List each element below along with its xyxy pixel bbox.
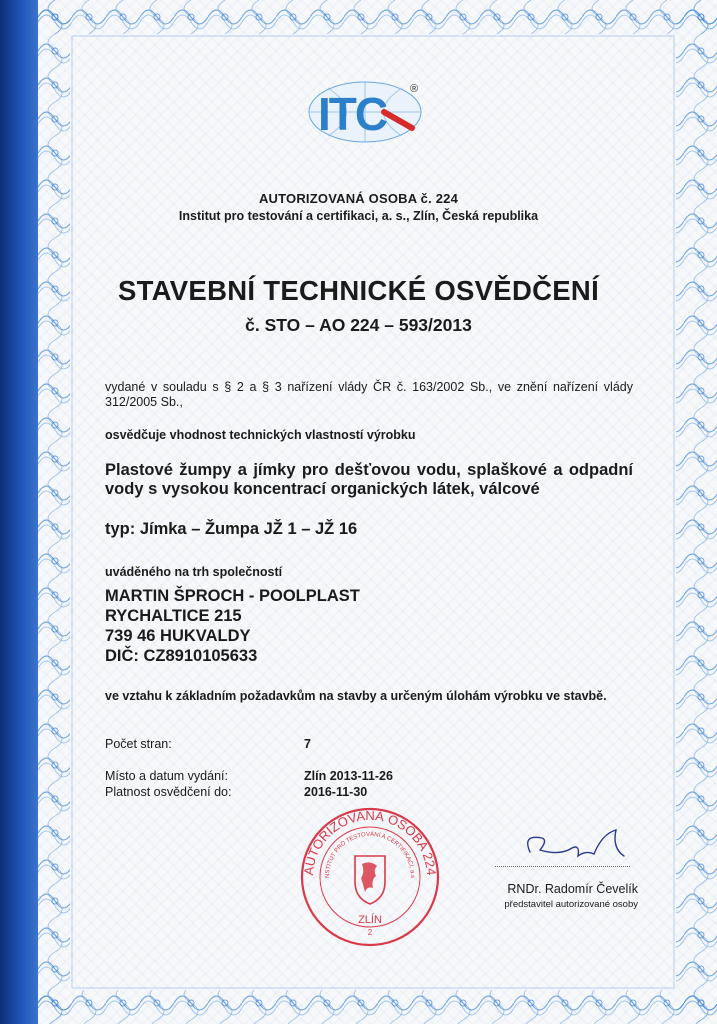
pages-value: 7: [304, 737, 311, 751]
issued-statement: vydané v souladu s § 2 a § 3 nařízení vlády ČR č. 163/2002 Sb., ve znění nařízení vlády 312/2005 Sb.,: [105, 380, 633, 409]
institute-heading: Institut pro testování a certifikaci, a. s., Zlín, Česká republika: [178, 209, 539, 223]
registered-mark: ®: [410, 83, 419, 95]
document-spine: [0, 0, 38, 1024]
pages-label: Počet stran:: [105, 737, 172, 751]
stamp-inner-text: NSTITUT PRO TESTOVÁNÍ A CERTIFIKACI, a.s: [324, 831, 416, 879]
stamp-city: ZLÍN: [358, 914, 382, 926]
lion-emblem: [355, 856, 385, 904]
company-name: MARTIN ŠPROCH - POOLPLAST: [105, 587, 360, 605]
validity-label: Platnost osvědčení do:: [105, 785, 232, 799]
stamp-ring-text: AUTORIZOVANÁ OSOBA 224: [300, 807, 440, 876]
official-stamp: [299, 806, 441, 948]
handwritten-signature: [520, 826, 630, 866]
validity-value: 2016-11-30: [304, 785, 368, 799]
signature-line: [495, 866, 630, 867]
stamp-number: 2: [367, 928, 373, 937]
signatory-role: představitel autorizované osoby: [504, 899, 638, 910]
market-statement: uváděného na trh společností: [105, 565, 283, 579]
signatory-name: RNDr. Radomír Čevelík: [507, 882, 638, 896]
company-city: 739 46 HUKVALDY: [105, 627, 251, 645]
certificate-title: STAVEBNÍ TECHNICKÉ OSVĚDČENÍ: [117, 275, 600, 306]
company-street: RYCHALTICE 215: [105, 607, 242, 625]
itc-logo: [306, 76, 424, 146]
relation-statement: ve vztahu k základním požadavkům na stavby a určeným úlohám výrobku ve stavbě.: [105, 689, 607, 703]
logo-text: ITC: [318, 88, 387, 140]
certificate-number: č. STO – AO 224 – 593/2013: [245, 315, 472, 335]
certifies-statement: osvědčuje vhodnost technických vlastností výrobku: [105, 428, 416, 442]
product-description: Plastové žumpy a jímky pro dešťovou vodu, splaškové a odpadní vody s vysokou koncentrací organických látek, válcové: [105, 461, 633, 498]
place-date-value: Zlín 2013-11-26: [304, 769, 393, 783]
product-type: typ: Jímka – Žumpa JŽ 1 – JŽ 16: [105, 520, 358, 538]
company-block: [105, 586, 360, 666]
authority-heading: AUTORIZOVANÁ OSOBA č. 224: [258, 191, 459, 206]
company-dic: DIČ: CZ8910105633: [105, 647, 258, 665]
place-date-label: Místo a datum vydání:: [105, 769, 228, 783]
